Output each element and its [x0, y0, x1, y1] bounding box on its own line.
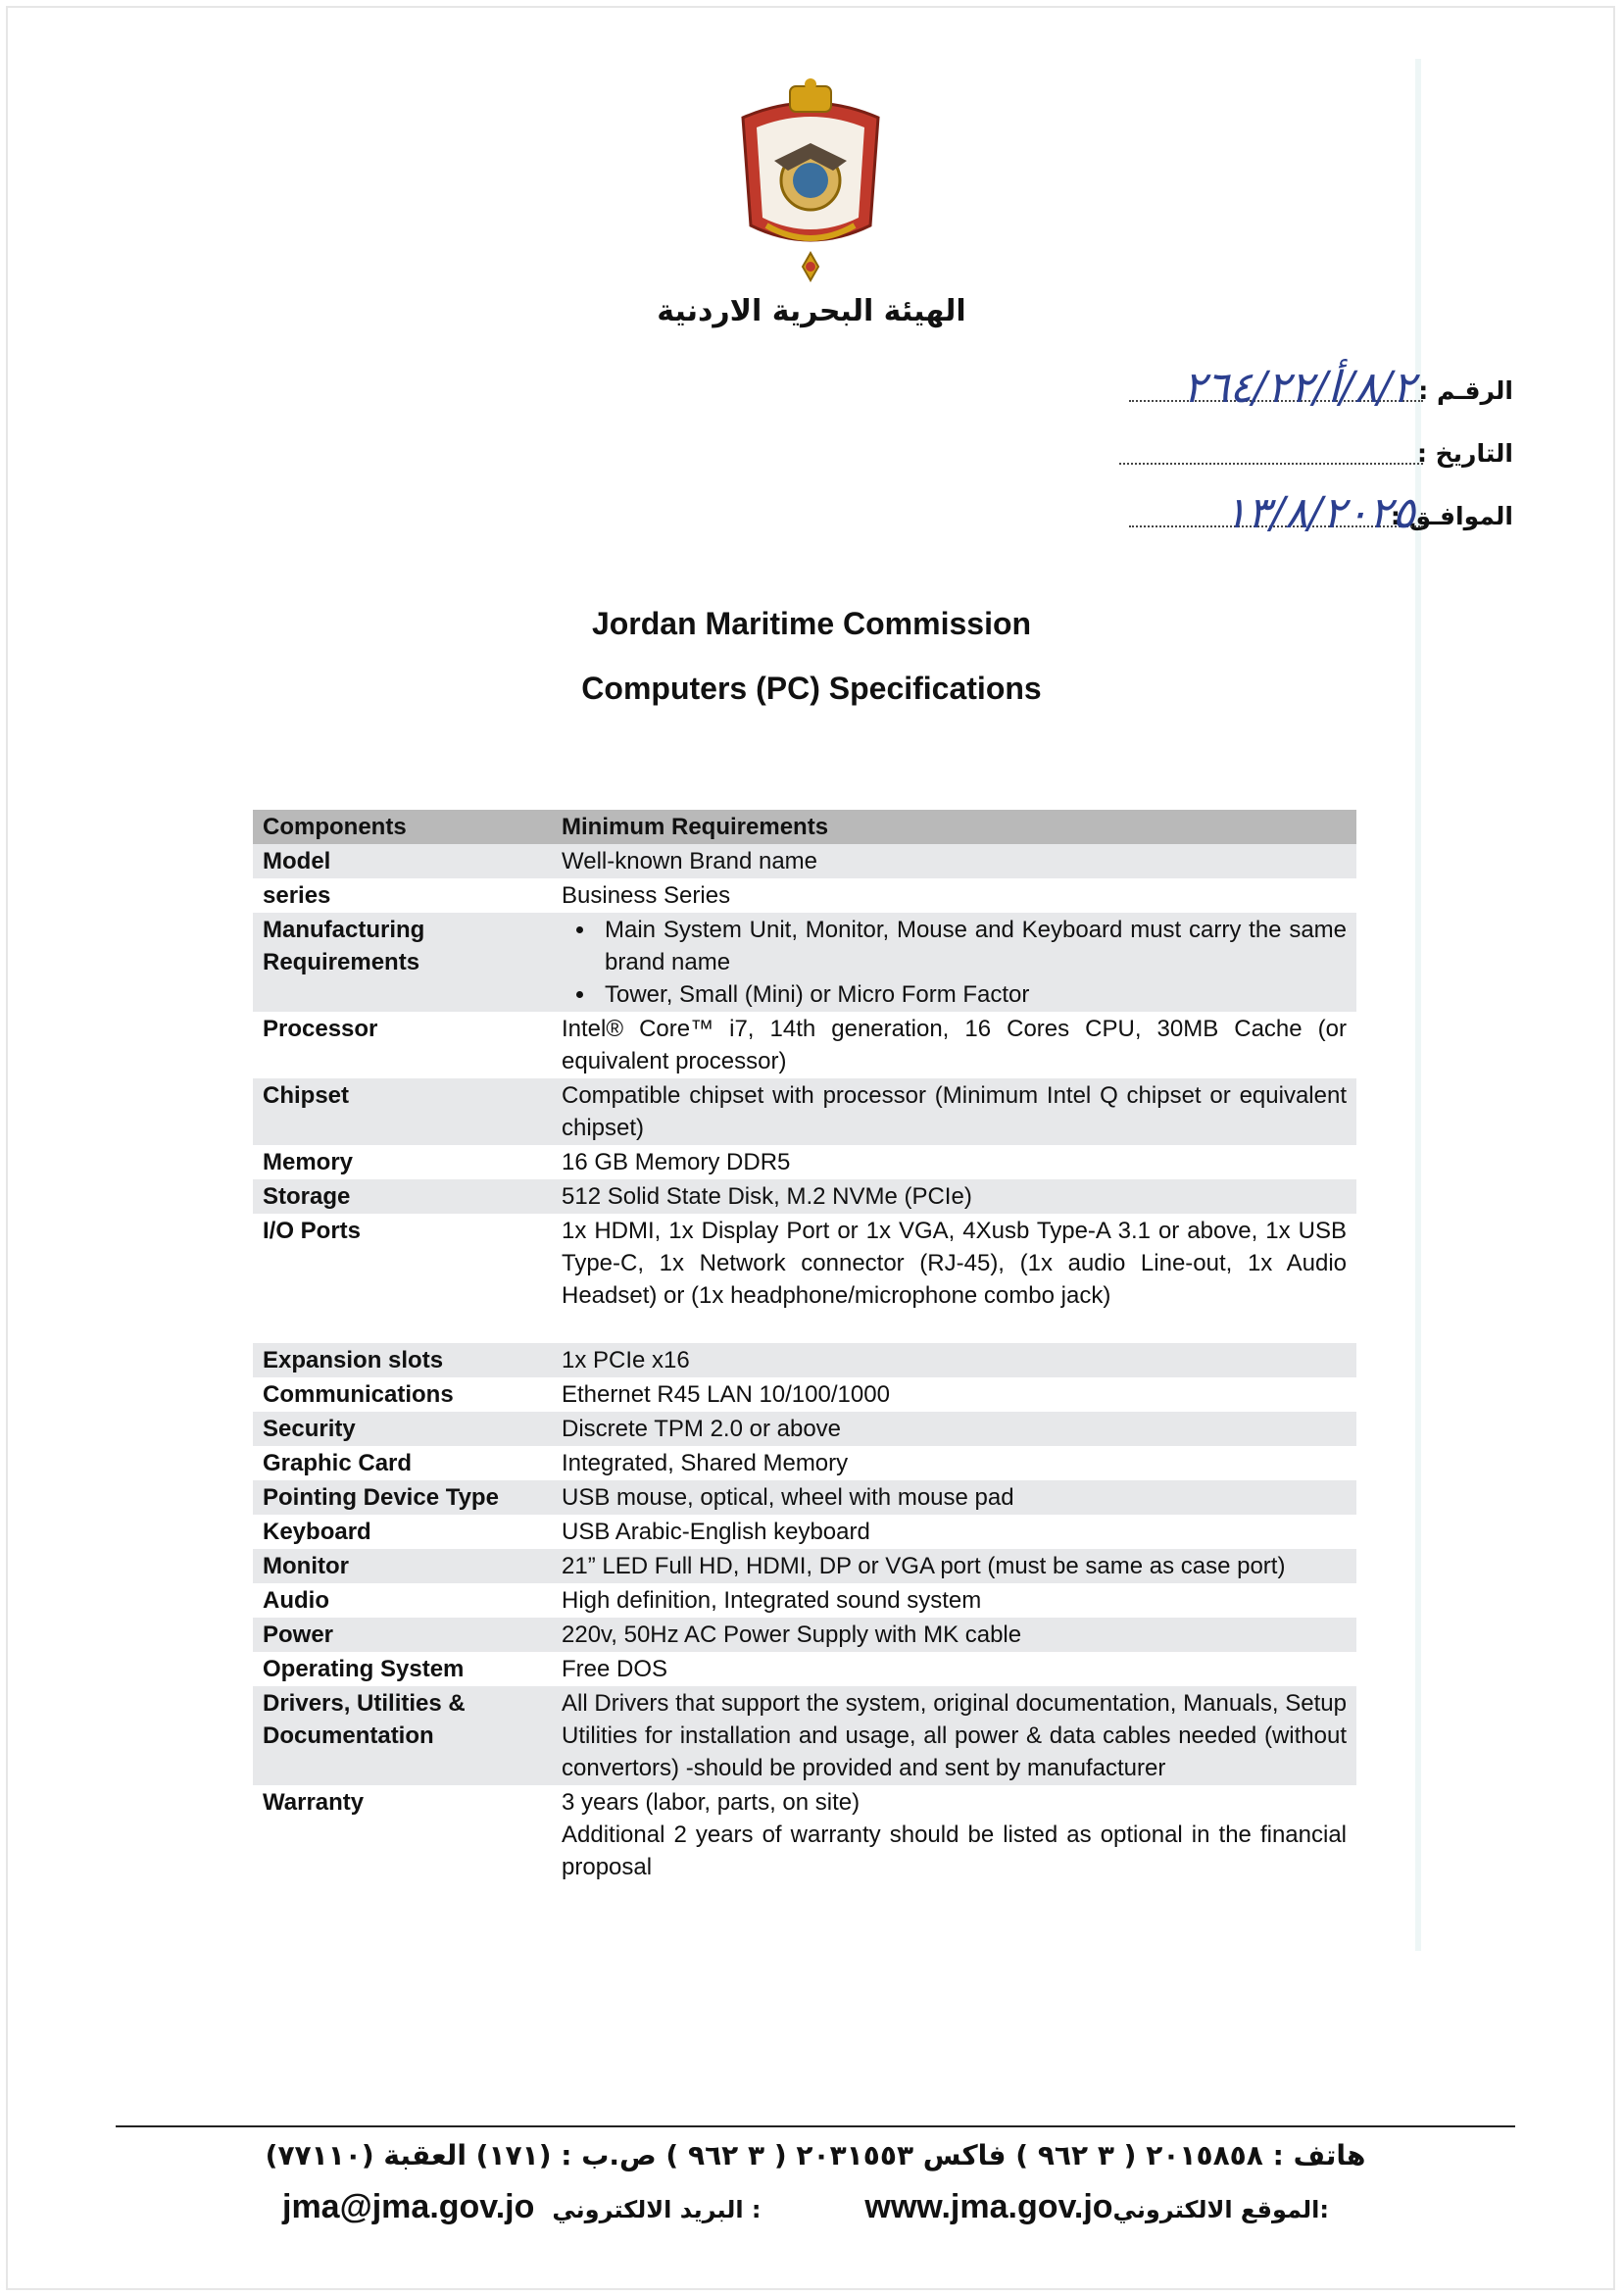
component-cell: series [263, 882, 331, 909]
header-components: Components [253, 810, 552, 844]
component-cell: Processor [263, 1016, 378, 1042]
document-subtitle: Computers (PC) Specifications [581, 671, 1042, 706]
table-row [253, 1549, 1356, 1583]
table-row [253, 1012, 1356, 1078]
corresponding-date-row [1004, 488, 1513, 545]
ref-number-label: الرقـم : [1418, 376, 1513, 405]
requirement-cell: USB mouse, optical, wheel with mouse pad [552, 1480, 1356, 1515]
requirement-cell: USB Arabic-English keyboard [562, 1519, 870, 1545]
component-cell: Communications [263, 1381, 454, 1408]
requirement-cell: 220v, 50Hz AC Power Supply with MK cable [552, 1618, 1356, 1652]
table-row [253, 913, 1356, 1012]
table-row [253, 1785, 1356, 1884]
requirement-cell: Free DOS [562, 1656, 668, 1682]
table-row [253, 1652, 1356, 1686]
component-cell: Pointing Device Type [253, 1480, 552, 1515]
warranty-line-2: Additional 2 years of warranty should be listed as optional in the financial proposal [562, 1822, 1347, 1880]
requirement-cell: High definition, Integrated sound system [562, 1587, 982, 1614]
component-cell: Keyboard [263, 1519, 371, 1545]
corresponding-date-label: الموافـق : [1390, 502, 1513, 530]
document-title: Jordan Maritime Commission [591, 606, 1032, 641]
table-row [253, 1515, 1356, 1549]
table-row [253, 1686, 1356, 1785]
component-cell: Model [253, 844, 552, 878]
table-row [253, 1446, 1356, 1480]
footer-email [282, 2188, 762, 2226]
scan-edge-strip [1415, 59, 1421, 1951]
component-cell: Operating System [263, 1656, 465, 1682]
ref-number-row [1004, 363, 1513, 420]
organization-name-arabic: الهيئة البحرية الاردنية [657, 294, 966, 328]
table-row [253, 1412, 1356, 1446]
requirement-cell: Discrete TPM 2.0 or above [552, 1412, 1356, 1446]
corresponding-date-handwritten: ١٣/٨/٢٠٢٥ [1223, 488, 1415, 538]
footer-divider [116, 2125, 1515, 2127]
table-row [253, 844, 1356, 878]
component-cell: Memory [263, 1149, 354, 1175]
warranty-line-1: 3 years (labor, parts, on site) [562, 1789, 861, 1816]
table-row [253, 878, 1356, 913]
requirement-cell: Business Series [562, 882, 731, 909]
table-row [253, 1343, 1356, 1377]
footer-email-address[interactable]: jma@jma.gov.jo [282, 2188, 535, 2225]
requirement-cell: Ethernet R45 LAN 10/100/1000 [562, 1381, 890, 1408]
footer-website [864, 2188, 1329, 2226]
footer-email-label: البريد الالكتروني : [552, 2196, 762, 2223]
coat-of-arms-emblem [723, 78, 898, 294]
requirement-cell: Intel® Core™ i7, 14th generation, 16 Cores CPU, 30MB Cache (or equivalent processor) [562, 1016, 1347, 1074]
requirement-cell [552, 913, 1356, 1012]
table-row [253, 1078, 1356, 1145]
date-row [1004, 433, 1513, 482]
component-cell: Security [253, 1412, 552, 1446]
component-cell: Manufacturing Requirements [253, 913, 552, 1012]
table-row [253, 1214, 1356, 1343]
requirement-cell: All Drivers that support the system, original documentation, Manuals, Setup Utilities for installation and usage, all power & data cables needed (without convertors) -should be provided and sent by manufacturer [552, 1686, 1356, 1785]
component-cell: Graphic Card [263, 1450, 413, 1476]
component-cell: Monitor [253, 1549, 552, 1583]
table-row [253, 1377, 1356, 1412]
header-minimum-requirements: Minimum Requirements [552, 810, 1356, 844]
component-cell: Expansion slots [253, 1343, 552, 1377]
component-cell: Chipset [253, 1078, 552, 1145]
specifications-table [253, 810, 1356, 1884]
requirement-cell: 1x PCIe x16 [552, 1343, 1356, 1377]
date-dots [1119, 463, 1423, 465]
requirement-cell: 21” LED Full HD, HDMI, DP or VGA port (must be same as case port) [552, 1549, 1356, 1583]
table-row [253, 1179, 1356, 1214]
component-cell: I/O Ports [263, 1218, 362, 1244]
list-item: • Tower, Small (Mini) or Micro Form Factor [597, 978, 1347, 1011]
table-row [253, 1145, 1356, 1179]
component-cell: Power [253, 1618, 552, 1652]
table-header-row [253, 810, 1356, 844]
ref-number-handwritten: ٨/٢/أ/٢٦٤/٢٢ [1183, 363, 1415, 413]
requirement-bullet-list [562, 914, 1347, 1011]
table-row [253, 1480, 1356, 1515]
list-item: • Main System Unit, Monitor, Mouse and Keyboard must carry the same brand name [597, 914, 1347, 978]
requirement-cell: 16 GB Memory DDR5 [562, 1149, 791, 1175]
requirement-cell: Well-known Brand name [552, 844, 1356, 878]
footer-website-label: الموقع الالكتروني: [1112, 2196, 1329, 2223]
footer-contact-arabic: هاتف : ٢٠١٥٨٥٨ ( ٣ ٩٦٢ ) فاكس ٢٠٣١٥٥٣ ( ٣ ٩٦٢ ) ص.ب : (١٧١) العقبة (٧٧١١٠) [265, 2139, 1366, 2171]
footer-website-url[interactable]: www.jma.gov.jo [864, 2188, 1113, 2225]
date-label: التاريخ : [1416, 439, 1513, 468]
table-row [253, 1583, 1356, 1618]
requirement-cell [552, 1785, 1356, 1884]
requirement-cell: Compatible chipset with processor (Minimum Intel Q chipset or equivalent chipset) [552, 1078, 1356, 1145]
component-cell: Drivers, Utilities & Documentation [253, 1686, 552, 1785]
component-cell: Storage [253, 1179, 552, 1214]
component-cell: Audio [263, 1587, 329, 1614]
component-cell: Warranty [263, 1789, 365, 1816]
requirement-cell: Integrated, Shared Memory [562, 1450, 849, 1476]
requirement-cell: 1x HDMI, 1x Display Port or 1x VGA, 4Xusb Type-A 3.1 or above, 1x USB Type-C, 1x Network connector (RJ-45), (1x audio Line-out, 1x Audio Headset) or (1x headphone/microphone combo jack) [562, 1218, 1347, 1309]
table-row [253, 1618, 1356, 1652]
requirement-cell: 512 Solid State Disk, M.2 NVMe (PCIe) [552, 1179, 1356, 1214]
